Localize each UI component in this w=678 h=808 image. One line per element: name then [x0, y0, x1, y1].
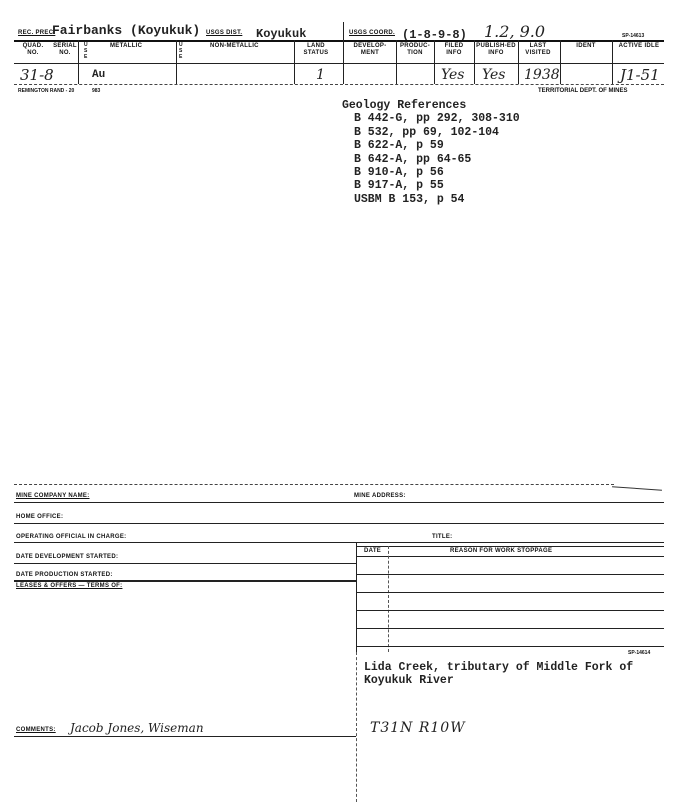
location-description — [364, 661, 633, 687]
date-dev-started-label: DATE DEVELOPMENT STARTED: — [16, 554, 119, 560]
col-filed-info: FILED INFO — [444, 43, 464, 56]
date-label: DATE — [364, 548, 382, 554]
grid-row-rule — [356, 574, 664, 575]
form-rule — [356, 546, 664, 547]
col-use-1: USE — [84, 42, 88, 60]
location-line-2: Koyukuk River — [364, 674, 454, 687]
reference-item: B 532, pp 69, 102-104 — [354, 125, 499, 139]
col-active-idle: ACTIVE IDLE — [618, 43, 660, 49]
usgs-coord-label: USGS COORD. — [349, 30, 395, 36]
col-quad-no: QUAD. NO. — [22, 43, 44, 56]
filed-info-value: Yes — [441, 67, 465, 83]
grid-row-rule — [356, 628, 664, 629]
active-idle-value: J1-51 — [620, 66, 660, 84]
grid-divider — [388, 546, 389, 652]
grid-divider — [356, 542, 357, 652]
col-ident: IDENT — [576, 43, 596, 49]
usgs-dist-label: USGS DIST. — [206, 30, 243, 36]
comments-value: Jacob Jones, Wiseman — [70, 721, 204, 735]
date-prod-started-label: DATE PRODUCTION STARTED: — [16, 572, 113, 578]
metallic-value: Au — [92, 69, 106, 81]
form-rule — [14, 563, 356, 564]
reference-item: B 917-A, p 55 — [354, 179, 444, 193]
header-rule — [14, 40, 664, 42]
land-status-value: 1 — [316, 67, 325, 83]
quad-serial-value: 31-8 — [20, 66, 54, 84]
leases-label: LEASES & OFFERS — TERMS OF: — [16, 583, 123, 589]
title-label: TITLE: — [432, 534, 453, 540]
reference-item: B 910-A, p 56 — [354, 166, 444, 180]
mine-company-name-label: MINE COMPANY NAME: — [16, 493, 90, 499]
form-number-2: SP-14614 — [628, 650, 651, 656]
usgs-coord-value: (1-8-9-8) — [402, 28, 467, 42]
grid-row-rule — [356, 646, 664, 647]
township-range: T31N R10W — [370, 720, 466, 736]
reference-item: B 642-A, pp 64-65 — [354, 152, 472, 166]
col-use-2: USE — [179, 42, 183, 60]
col-divider — [176, 40, 177, 84]
grid-row-rule — [356, 592, 664, 593]
form-rule — [356, 556, 664, 557]
section-divider — [356, 652, 357, 802]
form-rule — [14, 736, 356, 737]
published-info-value: Yes — [482, 67, 506, 83]
grid-row-rule — [356, 610, 664, 611]
reference-item: B 622-A, p 59 — [354, 139, 444, 153]
usgs-dist-value: Koyukuk — [256, 27, 307, 41]
col-serial-no: SERIAL NO. — [53, 43, 77, 56]
form-rule — [14, 523, 664, 524]
col-divider — [396, 40, 397, 84]
dept-name: TERRITORIAL DEPT. OF MINES — [538, 88, 628, 94]
form-rule — [14, 542, 664, 543]
reference-item: B 442-G, pp 292, 308-310 — [354, 112, 520, 126]
comments-label: COMMENTS: — [16, 727, 56, 733]
operating-official-label: OPERATING OFFICIAL IN CHARGE: — [16, 534, 127, 540]
col-divider — [474, 40, 475, 84]
rec-prec-value: Fairbanks (Koyukuk) — [52, 23, 201, 38]
form-rule — [14, 580, 356, 582]
col-production: PRODUC-TION — [399, 43, 431, 56]
data-row-rule — [14, 84, 664, 85]
references-title: Geology References — [342, 99, 467, 112]
col-land-status: LAND STATUS — [303, 43, 329, 56]
form-number: SP-14613 — [622, 33, 645, 39]
col-divider — [560, 40, 561, 84]
col-development: DEVELOP-MENT — [353, 43, 387, 56]
col-divider — [78, 40, 79, 84]
printer-mark: REMINGTON RAND - 20 — [18, 88, 75, 94]
reason-label: REASON FOR WORK STOPPAGE — [450, 548, 553, 554]
torn-edge — [612, 486, 662, 490]
col-divider — [343, 22, 344, 84]
col-divider — [294, 40, 295, 84]
home-office-label: HOME OFFICE: — [16, 514, 64, 520]
col-divider — [612, 40, 613, 84]
printer-code: 983 — [92, 88, 101, 94]
perforation-rule — [14, 484, 614, 485]
mine-address-label: MINE ADDRESS: — [354, 493, 406, 499]
rec-prec-label: REC. PREC. — [18, 30, 56, 36]
col-divider — [434, 40, 435, 84]
usgs-coord-handwritten: 1.2, 9.0 — [484, 22, 546, 41]
form-rule — [14, 502, 664, 503]
col-published-info: PUBLISH-ED INFO — [476, 43, 516, 56]
col-non-metallic: NON-METALLIC — [210, 43, 259, 49]
reference-item: USBM B 153, p 54 — [354, 192, 465, 206]
col-metallic: METALLIC — [110, 43, 143, 49]
col-divider — [518, 40, 519, 84]
geology-references — [342, 99, 520, 206]
col-last-visited: LAST VISITED — [525, 43, 551, 56]
location-line-1: Lida Creek, tributary of Middle Fork of — [364, 661, 634, 674]
column-header-rule — [14, 63, 664, 64]
last-visited-value: 1938 — [524, 67, 560, 83]
